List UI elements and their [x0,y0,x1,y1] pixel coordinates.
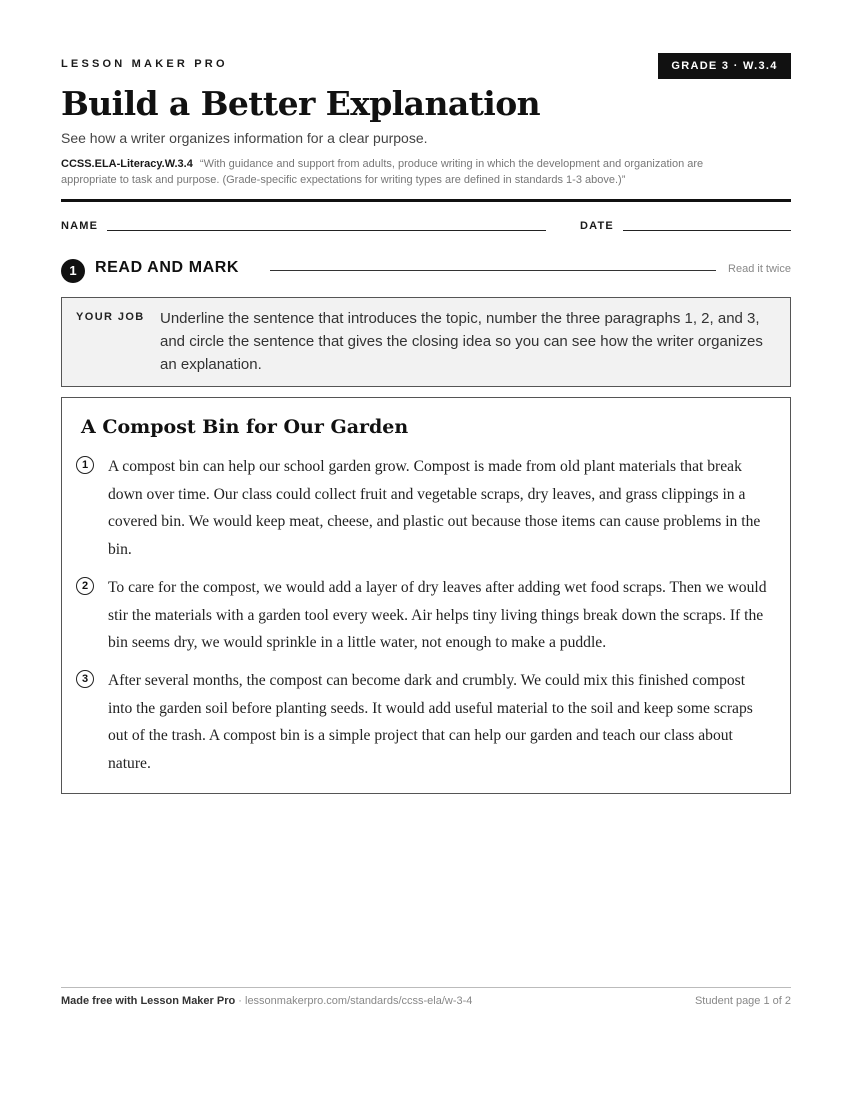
paragraph-text: A compost bin can help our school garden grow. Compost is made from old plant materials that break down over time. Our class could collect fruit and vegetable scraps, dry leaves, and grass clippings in a covered bin. We would keep meat, cheese, and plastic out because those items can cause problems in the bin. [108,458,761,559]
page-subtitle: See how a writer organizes information for a clear purpose. [61,130,428,146]
worksheet-page [61,0,791,1100]
paragraph-number: 3 [76,670,94,688]
section-divider [270,270,716,271]
date-label: DATE [580,220,614,232]
standard-text: “With guidance and support from adults, produce writing in which the development and organization are appropriate to task and purpose. (Grade-specific expectations for writing types are defined in standards 1-3 above.)” [61,158,704,186]
section-number-badge: 1 [61,259,85,283]
footer-divider [61,987,791,988]
standard-code: CCSS.ELA-Literacy.W.3.4 [61,158,193,170]
footer-made-with: Made free with Lesson Maker Pro [61,995,236,1007]
page-title: Build a Better Explanation [61,84,541,123]
name-field[interactable] [107,230,546,231]
brand-name: LESSON MAKER PRO [61,58,228,70]
footer-url[interactable]: · lessonmakerpro.com/standards/ccss-ela/w-3-4 [235,995,473,1007]
section-hint: Read it twice [728,263,791,275]
name-label: NAME [61,220,99,232]
reading-passage [61,397,791,794]
paragraph-number: 1 [76,456,94,474]
instructions-label: YOUR JOB [76,311,145,323]
date-field[interactable] [623,230,791,231]
paragraph-number: 2 [76,577,94,595]
passage-title: A Compost Bin for Our Garden [81,416,409,438]
paragraph-text: After several months, the compost can become dark and crumbly. We could mix this finished compost into the garden soil before planting seeds. It would add useful material to the soil and keep some scraps out of the trash. A compost bin is a simple project that can help our garden and teach our class about nature. [108,672,753,773]
footer-credit [61,995,472,1007]
section-title: READ AND MARK [95,259,240,276]
header-divider [61,199,791,202]
paragraph-text: To care for the compost, we would add a layer of dry leaves after adding wet food scraps. Then we would stir the materials with a garden tool every week. Air helps tiny living things break down the scraps. If the bin seems dry, we would sprinkle in a little water, not enough to make a puddle. [108,579,767,652]
instructions-text: Underline the sentence that introduces the topic, number the three paragraphs 1, 2, and 3, and circle the sentence that gives the closing idea so you can see how the writer organizes an explanation. [160,310,763,373]
standard-description [61,156,761,188]
page-indicator: Student page 1 of 2 [694,995,791,1007]
instructions-box [61,297,791,387]
grade-badge: GRADE 3 · W.3.4 [658,53,791,79]
